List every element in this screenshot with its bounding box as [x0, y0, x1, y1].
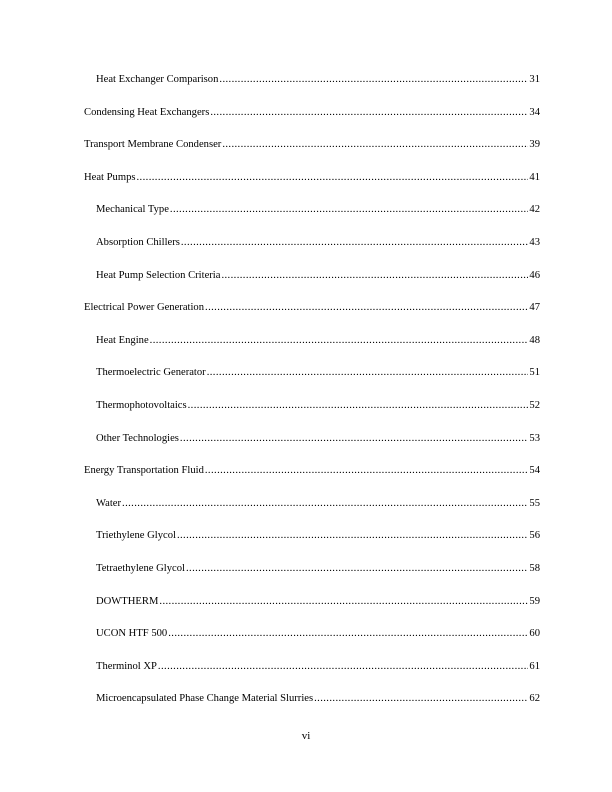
- toc-entry-page: 60: [529, 628, 540, 640]
- toc-entry-page: 58: [529, 563, 540, 574]
- toc-entry-title: Electrical Power Generation: [84, 302, 205, 314]
- dot-leader: [137, 170, 529, 186]
- toc-entry-title: Water: [96, 497, 122, 509]
- dot-leader: [177, 528, 528, 544]
- toc-entry-title: UCON HTF 500: [96, 628, 168, 640]
- toc-entry-page: 61: [529, 660, 540, 672]
- toc-entry[interactable]: [96, 626, 540, 642]
- toc-entry-page: 51: [529, 367, 540, 379]
- dot-leader: [205, 300, 528, 316]
- toc-entry[interactable]: [96, 268, 540, 284]
- dot-leader: [150, 333, 529, 349]
- toc-entry[interactable]: [96, 72, 540, 88]
- toc-entry[interactable]: [96, 594, 540, 610]
- toc-entry-title: Therminol XP: [96, 660, 157, 672]
- toc-entry[interactable]: [84, 170, 540, 186]
- toc-entry-page: 56: [529, 530, 540, 542]
- toc-entry-title: Microencapsulated Phase Change Material Slurries: [96, 693, 314, 705]
- toc-entry-page: 34: [529, 106, 540, 118]
- dot-leader: [314, 691, 528, 707]
- toc-entry[interactable]: [96, 235, 540, 251]
- dot-leader: [205, 463, 529, 479]
- toc-entry-page: 47: [529, 302, 540, 314]
- dot-leader: [210, 105, 528, 121]
- dot-leader: [180, 431, 528, 447]
- dot-leader: [221, 268, 528, 284]
- toc-entry-title: Thermophotovoltaics: [96, 400, 187, 411]
- toc-entry[interactable]: [84, 300, 540, 316]
- toc-entry-title: Transport Membrane Condenser: [84, 139, 222, 151]
- toc-entry[interactable]: [84, 105, 540, 121]
- toc-entry[interactable]: [96, 561, 540, 577]
- dot-leader: [188, 398, 529, 414]
- dot-leader: [207, 365, 529, 381]
- toc-entry[interactable]: [96, 691, 540, 707]
- toc-entry-title: Tetraethylene Glycol: [96, 563, 185, 574]
- toc-entry-title: Absorption Chillers: [96, 237, 180, 248]
- dot-leader: [159, 594, 528, 610]
- dot-leader: [122, 496, 528, 512]
- toc-entry-title: Triethylene Glycol: [96, 530, 176, 542]
- toc-entry[interactable]: [96, 398, 540, 414]
- toc-entry-page: 55: [529, 497, 540, 509]
- toc-entry-title: Condensing Heat Exchangers: [84, 106, 210, 118]
- toc-entry-page: 31: [529, 74, 540, 85]
- dot-leader: [222, 137, 528, 153]
- toc-entry-page: 48: [529, 334, 540, 346]
- toc-entry-page: 39: [529, 139, 540, 151]
- dot-leader: [186, 561, 528, 577]
- toc-entry[interactable]: [96, 528, 540, 544]
- toc-entry[interactable]: [96, 365, 540, 381]
- toc-entry[interactable]: [96, 659, 540, 675]
- toc-entry-title: Mechanical Type: [96, 204, 169, 216]
- toc-entry-page: 41: [529, 171, 540, 183]
- dot-leader: [170, 202, 529, 218]
- toc-entry[interactable]: [96, 202, 540, 218]
- toc-entry[interactable]: [84, 463, 540, 479]
- toc-entry-title: Heat Pumps: [84, 171, 136, 183]
- toc-entry-page: 54: [529, 465, 540, 477]
- toc-entry-page: 59: [529, 595, 540, 607]
- toc-entry-title: Heat Engine: [96, 334, 149, 346]
- toc-entry-page: 42: [529, 204, 540, 216]
- dot-leader: [158, 659, 528, 675]
- toc-entry-title: DOWTHERM: [96, 595, 159, 607]
- toc-entry-page: 62: [529, 693, 540, 705]
- toc-entry-title: Heat Exchanger Comparison: [96, 74, 219, 85]
- toc-entry-title: Heat Pump Selection Criteria: [96, 269, 221, 281]
- toc-entry-page: 53: [529, 432, 540, 444]
- toc-entry-page: 43: [529, 237, 540, 248]
- toc-entry-title: Energy Transportation Fluid: [84, 465, 204, 477]
- dot-leader: [168, 626, 528, 642]
- dot-leader: [181, 235, 529, 251]
- toc-entry-title: Other Technologies: [96, 432, 179, 444]
- toc-entry-title: Thermoelectric Generator: [96, 367, 206, 379]
- toc-entry[interactable]: [96, 431, 540, 447]
- toc-entry[interactable]: [96, 333, 540, 349]
- toc-entry[interactable]: [84, 137, 540, 153]
- toc-entry-page: 52: [529, 400, 540, 411]
- toc-entry-page: 46: [529, 269, 540, 281]
- dot-leader: [219, 72, 528, 88]
- toc-entry[interactable]: [96, 496, 540, 512]
- page-number: vi: [301, 730, 311, 742]
